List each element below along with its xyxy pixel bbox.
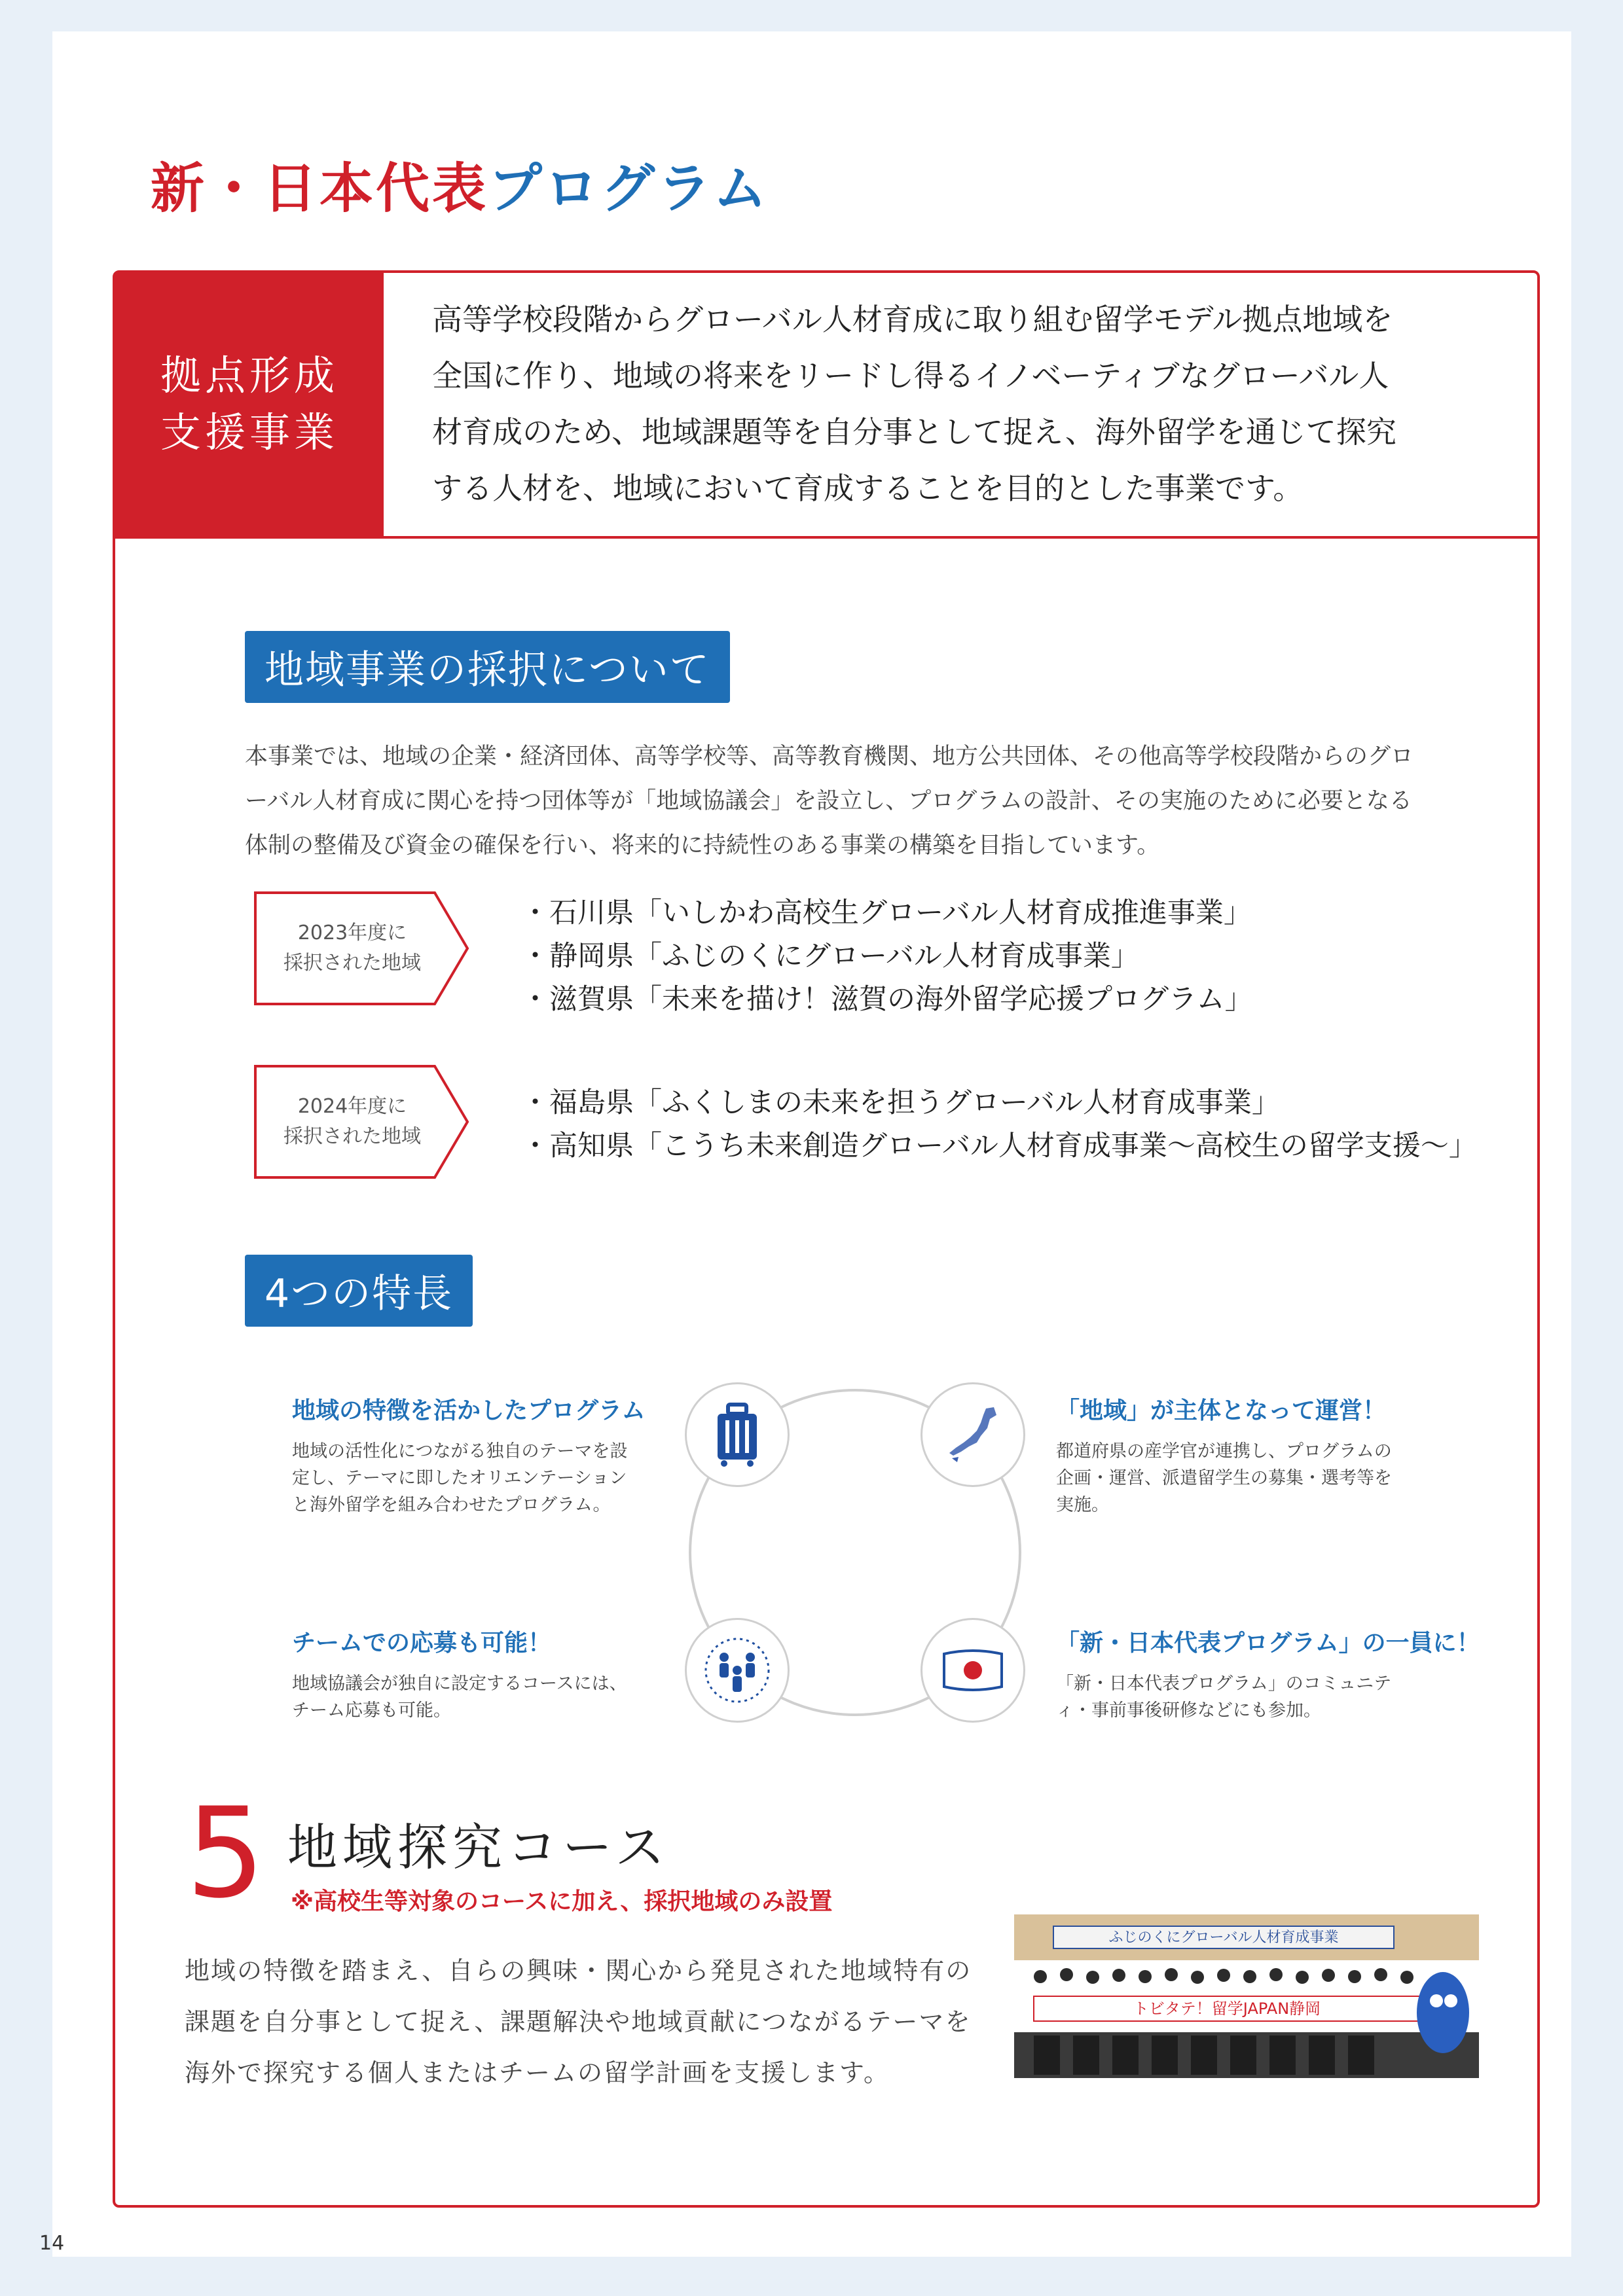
- adoption-heading: 地域事業の採択について: [245, 631, 730, 703]
- year-label-line-2: 採択された地域: [283, 1125, 421, 1148]
- section-intro: [432, 291, 1506, 516]
- course-note: ※高校生等対象のコースに加え、採択地域のみ設置: [291, 1888, 833, 1915]
- logo-part-2: プログラム: [488, 158, 770, 220]
- program-logo: [151, 146, 769, 223]
- region-item: ・石川県「いしかわ高校生グローバル人材育成推進事業」: [521, 897, 1252, 929]
- adoption-line: 本事業では、地域の企業・経済団体、高等学校等、高等教育機関、地方公共団体、その他高等学校段階からのグロ: [245, 744, 1414, 770]
- feature-1-desc: [292, 1438, 659, 1518]
- course-line: 地域の特徴を踏まえ、自らの興味・関心から発見された地域特有の: [185, 1956, 972, 1985]
- intro-line: 材育成のため、地域課題等を自分事として捉え、海外留学を通じて探究: [432, 414, 1396, 450]
- logo-part-1: 新・日本代表: [151, 158, 489, 220]
- photo-letters-text: トビタテ！留学JAPAN静岡: [1133, 2000, 1321, 2018]
- region-item: ・滋賀県「未来を描け！滋賀の海外留学応援プログラム」: [521, 983, 1253, 1016]
- suitcase-icon: [685, 1382, 790, 1487]
- feature-desc-line: ィ・事前事後研修などにも参加。: [1056, 1700, 1321, 1721]
- course-number: 5: [186, 1781, 265, 1926]
- feature-desc-line: 地域協議会が独自に設定するコースには、: [292, 1674, 627, 1694]
- region-item: ・福島県「ふくしまの未来を担うグローバル人材育成事業」: [521, 1086, 1280, 1119]
- intro-line: 全国に作り、地域の将来をリードし得るイノベーティブなグローバル人: [432, 358, 1389, 393]
- feature-3-title: チームでの応募も可能！: [292, 1630, 552, 1657]
- year-label-line-1: 2023年度に: [297, 922, 407, 944]
- region-item: ・高知県「こうち未来創造グローバル人材育成事業〜高校生の留学支援〜」: [521, 1130, 1477, 1162]
- group-photo-image: [1014, 1914, 1479, 2078]
- section-title-line-1: 拠点形成: [160, 351, 338, 400]
- year-2023-label-box: [254, 891, 470, 1005]
- regions-2023: [521, 891, 1253, 1021]
- course-line: 課題を自分事として捉え、課題解決や地域貢献につながるテーマを: [185, 2007, 972, 2036]
- section-title-block: [115, 273, 384, 536]
- content-frame: [113, 270, 1540, 2208]
- page-number: 14: [39, 2232, 65, 2255]
- page: [52, 31, 1571, 2257]
- feature-desc-line: 「新・日本代表プログラム」のコミュニテ: [1056, 1674, 1392, 1694]
- feature-4-desc: [1056, 1670, 1423, 1724]
- year-label-line-1: 2024年度に: [297, 1095, 407, 1118]
- section-title-line-2: 支援事業: [160, 408, 338, 456]
- header-divider: [115, 536, 1537, 539]
- adoption-line: ーバル人材育成に関心を持つ団体等が「地域協議会」を設立し、プログラムの設計、その実施のために必要となる: [245, 788, 1412, 814]
- adoption-line: 体制の整備及び資金の確保を行い、将来的に持続性のある事業の構築を目指しています。: [245, 833, 1160, 859]
- regions-2024: [521, 1081, 1477, 1168]
- japan-flag-icon: [921, 1618, 1025, 1723]
- team-icon: [685, 1618, 790, 1723]
- year-label-line-2: 採択された地域: [283, 952, 421, 975]
- feature-desc-line: 実施。: [1056, 1495, 1109, 1515]
- features-heading: 4つの特長: [245, 1255, 473, 1327]
- course-title: 地域探究コース: [287, 1818, 670, 1876]
- region-item: ・静岡県「ふじのくにグローバル人材育成事業」: [521, 940, 1139, 973]
- feature-2-desc: [1056, 1438, 1423, 1518]
- year-2024-label-box: [254, 1065, 470, 1179]
- course-line: 海外で探究する個人またはチームの留学計画を支援します。: [185, 2058, 890, 2087]
- photo-banner-text: ふじのくにグローバル人材育成事業: [1108, 1929, 1339, 1946]
- group-photo: [1014, 1914, 1479, 2078]
- feature-desc-line: チーム応募も可能。: [292, 1700, 451, 1721]
- feature-desc-line: と海外留学を組み合わせたプログラム。: [292, 1495, 611, 1515]
- intro-line: 高等学校段階からグローバル人材育成に取り組む留学モデル拠点地域を: [432, 302, 1393, 337]
- japan-map-icon: [921, 1382, 1025, 1487]
- features-diagram: [685, 1382, 1025, 1723]
- feature-desc-line: 定し、テーマに即したオリエンテーション: [292, 1468, 627, 1488]
- feature-desc-line: 都道府県の産学官が連携し、プログラムの: [1056, 1441, 1392, 1462]
- feature-1-title: 地域の特徴を活かしたプログラム: [292, 1397, 646, 1424]
- feature-3-desc: [292, 1670, 659, 1724]
- adoption-description: [245, 734, 1541, 868]
- course-description: [185, 1945, 1036, 2098]
- feature-desc-line: 企画・運営、派遣留学生の募集・選考等を: [1056, 1468, 1392, 1488]
- feature-2-title: 「地域」が主体となって運営！: [1056, 1397, 1387, 1424]
- feature-4-title: 「新・日本代表プログラム」の一員に！: [1056, 1630, 1480, 1657]
- intro-line: する人材を、地域において育成することを目的とした事業です。: [432, 471, 1304, 506]
- feature-desc-line: 地域の活性化につながる独自のテーマを設: [292, 1441, 628, 1462]
